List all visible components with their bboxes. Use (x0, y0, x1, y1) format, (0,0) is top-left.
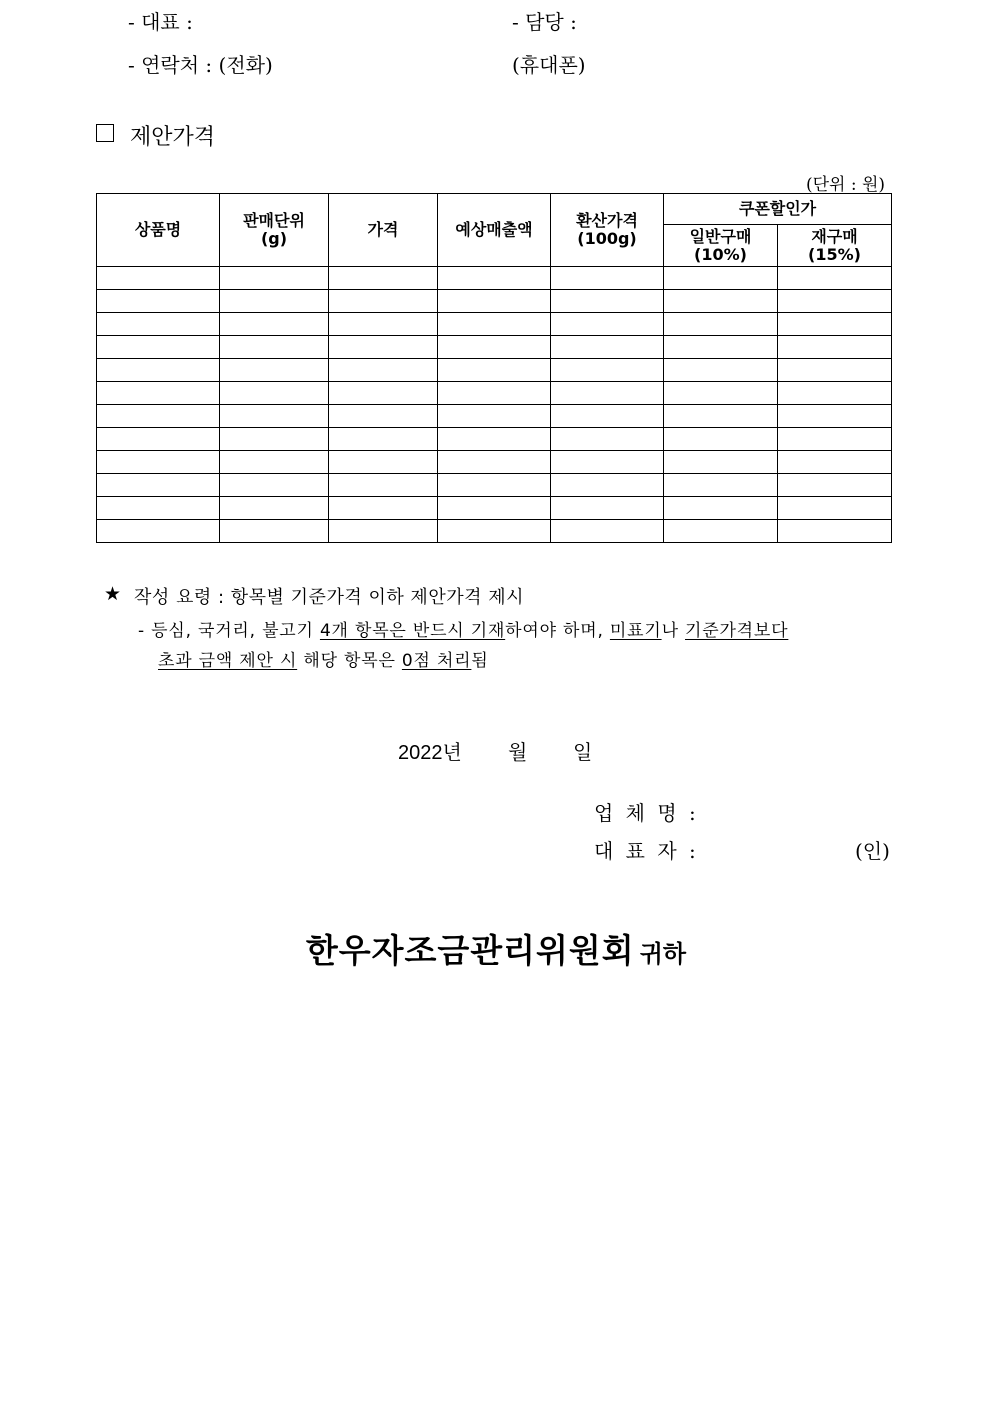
price-table (96, 193, 892, 543)
table-row (97, 336, 892, 359)
table-cell[interactable] (220, 267, 329, 290)
table-cell[interactable] (664, 520, 778, 543)
addressee (0, 925, 992, 972)
table-cell[interactable] (551, 336, 664, 359)
table-cell[interactable] (438, 520, 551, 543)
table-cell[interactable] (329, 474, 438, 497)
date-day: 일 (573, 740, 593, 764)
table-cell[interactable] (97, 428, 220, 451)
table-cell[interactable] (220, 520, 329, 543)
mobile-label: (휴대폰) (512, 53, 586, 77)
table-cell[interactable] (438, 290, 551, 313)
guide-text: 나 (661, 621, 686, 641)
table-cell[interactable] (220, 382, 329, 405)
table-cell[interactable] (551, 428, 664, 451)
table-cell[interactable] (778, 451, 892, 474)
table-cell[interactable] (438, 313, 551, 336)
section-title: 제안가격 (130, 125, 216, 150)
table-cell[interactable] (329, 497, 438, 520)
table-cell[interactable] (438, 405, 551, 428)
table-cell[interactable] (438, 267, 551, 290)
checkbox-square-icon (96, 124, 114, 142)
table-cell[interactable] (551, 497, 664, 520)
table-row (97, 474, 892, 497)
table-cell[interactable] (778, 474, 892, 497)
table-cell[interactable] (778, 267, 892, 290)
table-cell[interactable] (220, 313, 329, 336)
table-cell[interactable] (664, 405, 778, 428)
addressee-suffix: 귀하 (639, 939, 687, 968)
table-cell[interactable] (778, 497, 892, 520)
table-cell[interactable] (329, 267, 438, 290)
table-cell[interactable] (551, 451, 664, 474)
table-row (97, 359, 892, 382)
guide-underlined-text: 4개 항목은 반드시 기재 (319, 621, 506, 641)
table-cell[interactable] (97, 267, 220, 290)
table-cell[interactable] (551, 405, 664, 428)
table-cell[interactable] (329, 336, 438, 359)
guide-underlined-text: 미표기 (609, 621, 662, 641)
guide-line-2 (158, 646, 489, 671)
table-cell[interactable] (329, 359, 438, 382)
company-label: 업 체 명 : (594, 801, 699, 825)
table-cell[interactable] (778, 428, 892, 451)
table-cell[interactable] (329, 428, 438, 451)
table-row (97, 497, 892, 520)
table-cell[interactable] (97, 474, 220, 497)
rep-label: - 대표 : (128, 10, 193, 34)
guide-underlined-text: 기준가격보다 (685, 621, 789, 641)
table-cell[interactable] (97, 405, 220, 428)
table-cell[interactable] (664, 359, 778, 382)
table-cell[interactable] (664, 290, 778, 313)
table-row (97, 428, 892, 451)
guide-text: 해당 항목은 (297, 651, 402, 671)
table-cell[interactable] (551, 359, 664, 382)
table-cell[interactable] (97, 382, 220, 405)
header-converted-price: 환산가격 (100g) (551, 194, 664, 267)
addressee-name: 한우자조금관리위원회 (305, 931, 635, 970)
header-price: 가격 (329, 194, 438, 267)
table-row (97, 520, 892, 543)
table-cell[interactable] (97, 497, 220, 520)
table-cell[interactable] (97, 313, 220, 336)
table-cell[interactable] (551, 474, 664, 497)
header-coupon: 쿠폰할인가 (664, 194, 892, 225)
guide-underlined-text: 0점 처리 (401, 651, 472, 671)
table-cell[interactable] (664, 497, 778, 520)
table-cell[interactable] (664, 382, 778, 405)
table-row (97, 405, 892, 428)
ceo-label: 대 표 자 : (594, 839, 699, 863)
header-product: 상품명 (97, 194, 220, 267)
table-row (97, 290, 892, 313)
table-cell[interactable] (551, 290, 664, 313)
table-row (97, 313, 892, 336)
table-cell[interactable] (220, 359, 329, 382)
table-cell[interactable] (778, 520, 892, 543)
table-cell[interactable] (778, 290, 892, 313)
table-cell[interactable] (97, 336, 220, 359)
table-cell[interactable] (220, 290, 329, 313)
table-cell[interactable] (329, 313, 438, 336)
table-row (97, 451, 892, 474)
table-row (97, 382, 892, 405)
table-cell[interactable] (329, 520, 438, 543)
table-cell[interactable] (438, 382, 551, 405)
header-general: 일반구매 (10%) (664, 225, 778, 267)
table-cell[interactable] (551, 313, 664, 336)
table-cell[interactable] (551, 267, 664, 290)
manager-label: - 담당 : (512, 10, 577, 34)
table-cell[interactable] (97, 451, 220, 474)
table-cell[interactable] (329, 382, 438, 405)
table-cell[interactable] (664, 267, 778, 290)
table-cell[interactable] (778, 336, 892, 359)
table-cell[interactable] (664, 474, 778, 497)
table-cell[interactable] (664, 451, 778, 474)
table-cell[interactable] (664, 428, 778, 451)
table-cell[interactable] (664, 313, 778, 336)
date-year: 2022년 (398, 742, 462, 764)
guide-text: - 등심, 국거리, 불고기 (138, 621, 320, 641)
guide-line-1 (138, 616, 788, 641)
table-cell[interactable] (778, 405, 892, 428)
table-cell[interactable] (97, 520, 220, 543)
table-cell[interactable] (778, 313, 892, 336)
table-cell[interactable] (438, 451, 551, 474)
table-row (97, 267, 892, 290)
table-cell[interactable] (97, 290, 220, 313)
table-cell[interactable] (778, 382, 892, 405)
guide-heading: 작성 요령 : 항목별 기준가격 이하 제안가격 제시 (134, 587, 524, 608)
table-cell[interactable] (220, 405, 329, 428)
header-sale-unit: 판매단위 (g) (220, 194, 329, 267)
table-cell[interactable] (220, 336, 329, 359)
table-cell[interactable] (438, 336, 551, 359)
header-expected-sales: 예상매출액 (438, 194, 551, 267)
table-cell[interactable] (97, 359, 220, 382)
table-cell[interactable] (220, 451, 329, 474)
table-cell[interactable] (438, 497, 551, 520)
date-month: 월 (508, 740, 528, 764)
table-cell[interactable] (438, 474, 551, 497)
table-cell[interactable] (438, 428, 551, 451)
table-cell[interactable] (329, 451, 438, 474)
table-cell[interactable] (551, 520, 664, 543)
table-cell[interactable] (778, 359, 892, 382)
contact-label: - 연락처 : (전화) (128, 53, 273, 77)
table-body (97, 267, 892, 543)
star-icon: ★ (104, 583, 122, 605)
unit-note: (단위 : 원) (806, 175, 886, 195)
table-cell[interactable] (220, 474, 329, 497)
guide-underlined-text: 초과 금액 제안 시 (158, 651, 298, 671)
table-cell[interactable] (438, 359, 551, 382)
header-repurchase: 재구매 (15%) (778, 225, 892, 267)
table-cell[interactable] (220, 497, 329, 520)
table-cell[interactable] (551, 382, 664, 405)
seal-mark: (인) (855, 839, 890, 863)
table-cell[interactable] (329, 405, 438, 428)
guide-text: 하여야 하며, (505, 621, 610, 641)
guide-text: 됨 (471, 651, 489, 671)
table-cell[interactable] (664, 336, 778, 359)
table-cell[interactable] (220, 428, 329, 451)
table-cell[interactable] (329, 290, 438, 313)
